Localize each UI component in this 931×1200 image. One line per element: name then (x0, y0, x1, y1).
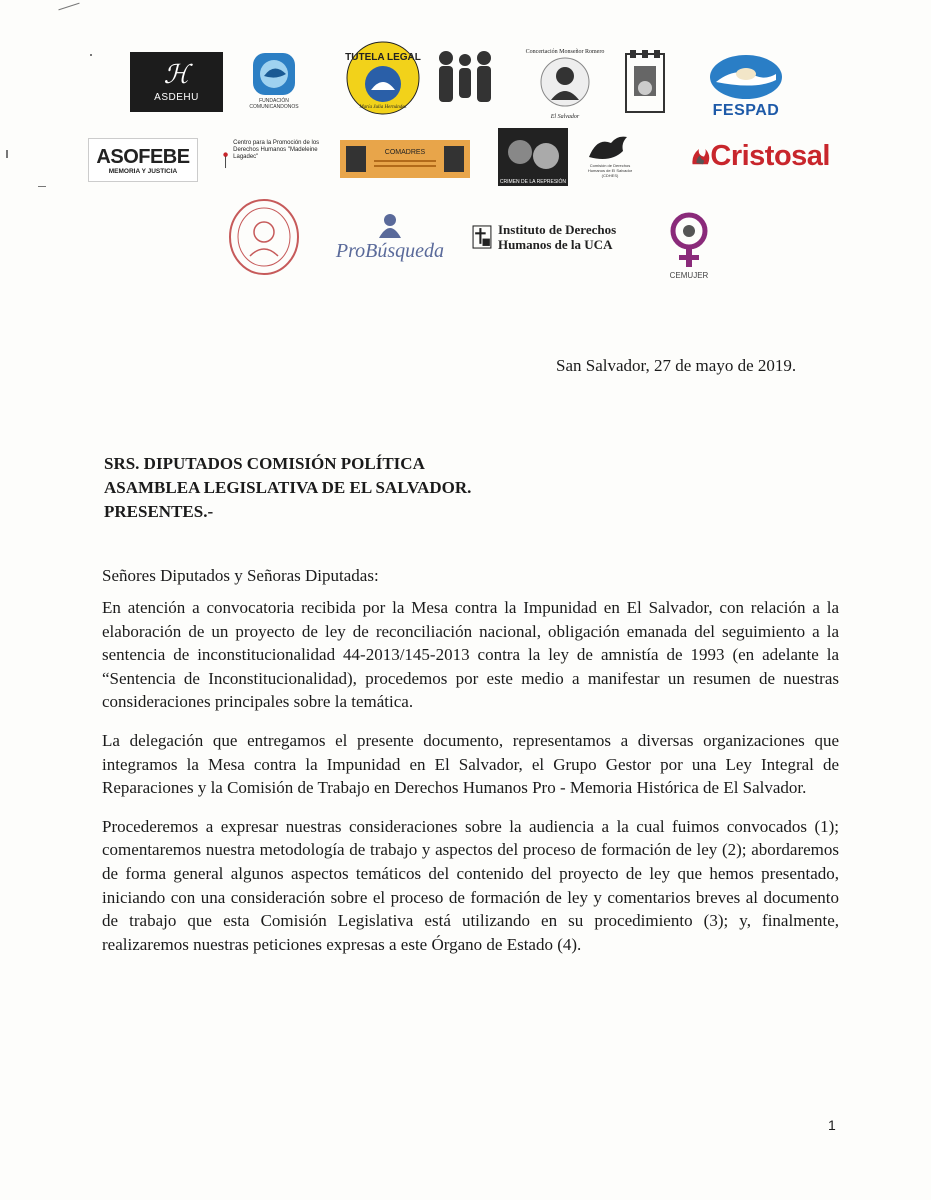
madeleine-lagadec-logo: Centro para la Promoción de los Derechos Humanos "Madeleine Lagadec" (222, 140, 322, 180)
idhuca-logo: Instituto de Derechos Humanos de la UCA (472, 212, 622, 262)
asdehu-logo: ℋ ASDEHU (130, 52, 223, 112)
cemujer-logo: CEMUJER (660, 206, 718, 284)
body-paragraph: La delegación que entregamos el presente documento, representamos a diversas organizaciones que integramos la Mesa contra la Impunidad en El Salvador, el Grupo Gestor por una Ley Integral de Reparaciones y la Comisión de Trabajo en Derechos Humanos Pro - Memoria Histórica de El Salvador. (102, 730, 839, 798)
probusqueda-logo: ProBúsqueda (322, 210, 458, 264)
fespad-logo: FESPAD (706, 50, 786, 122)
concertacion-romero-logo (525, 42, 605, 122)
fespad-hands-icon (706, 52, 786, 102)
asofebe-logo: ASOFEBE MEMORIA Y JUSTICIA (88, 138, 198, 182)
comadres-logo (340, 140, 470, 178)
faces-collage-icon (498, 128, 568, 186)
letter-date: San Salvador, 27 de mayo de 2019. (556, 356, 797, 375)
idhuca-cross-icon (472, 214, 492, 260)
addressee-line: ASAMBLEA LEGISLATIVA DE EL SALVADOR. (104, 478, 472, 497)
svg-text:María Julia Hernández: María Julia Hernández (359, 105, 407, 110)
letter-body (102, 596, 839, 971)
romero-portrait-icon (525, 42, 605, 122)
cdhes-emblem-icon (585, 133, 635, 163)
scan-mark (38, 186, 46, 187)
comadres-banner-icon (340, 140, 470, 178)
family-silhouettes-logo (432, 48, 498, 108)
cristosal-flame-icon (690, 141, 710, 171)
body-paragraph: En atención a convocatoria recibida por la Mesa contra la Impunidad en El Salvador, con relación a la elaboración de un proyecto de ley de reconciliación nacional, obligación emanada del seguimiento a la sentencia de inconstitucionalidad 44-2013/145-2013 contra la ley de amnistía de 1993 (en adelante la “Sentencia de Inconstitucionalidad), procedemos por este medio a manifestar un resumen de nuestras consideraciones principales sobre la temática. (102, 598, 839, 712)
fundacion-emblem-icon (250, 50, 298, 98)
family-silhouettes-icon (432, 48, 498, 108)
scan-mark (6, 150, 8, 158)
page-number: 1 (828, 1117, 836, 1133)
addressee-block (104, 452, 471, 524)
body-paragraph: Procederemos a expresar nuestras consideraciones sobre la audiencia a la cual fuimos convocados (1); comentaremos nuestra metodología de trabajo y aspectos del proceso de formación de ley (2); abordaremos de forma general algunos aspectos temáticos del contenido del proyecto de ley que hemos presentado, iniciando con una consideración sobre el proceso de formación de ley y comentarios breves al documento de trabajo que esta Comisión Legislativa está utilizando en su procedimiento (3); y, finalmente, realizaremos nuestras peticiones expresas a este Órgano de Estado (4). (102, 816, 839, 954)
fundacion-comunicandonos-logo: FUNDACIÓN COMUNICANDONOS (245, 48, 303, 112)
tutela-legal-logo (345, 40, 421, 116)
cdhes-logo: Comisión de Derechos Humanos de El Salvador (CDHES) (582, 132, 638, 178)
tutela-legal-emblem-icon (345, 40, 421, 116)
svg-text:Concertación Monseñor Romero: Concertación Monseñor Romero (525, 49, 605, 55)
scan-mark (90, 54, 92, 56)
letter-greeting: Señores Diputados y Señoras Diputadas: (102, 566, 379, 585)
svg-text:TUTELA LEGAL: TUTELA LEGAL (345, 52, 421, 63)
addressee-line: PRESENTES.- (104, 502, 214, 521)
female-symbol-icon (666, 211, 712, 271)
svg-text:CRIMEN DE LA REPRESIÓN: CRIMEN DE LA REPRESIÓN (499, 179, 567, 185)
probusqueda-figure-icon (375, 212, 405, 240)
university-seal-logo (228, 198, 300, 276)
crimen-represion-logo (498, 128, 568, 186)
cristosal-logo: Cristosal (690, 138, 830, 174)
flower-icon (222, 140, 229, 180)
scan-mark (58, 3, 79, 11)
seal-icon (228, 198, 300, 276)
addressee-line: SRS. DIPUTADOS COMISIÓN POLÍTICA (104, 454, 425, 473)
svg-text:COMADRES: COMADRES (384, 149, 426, 156)
svg-text:El Salvador: El Salvador (550, 114, 580, 120)
tower-icon (622, 48, 668, 116)
tower-logo (622, 48, 668, 116)
